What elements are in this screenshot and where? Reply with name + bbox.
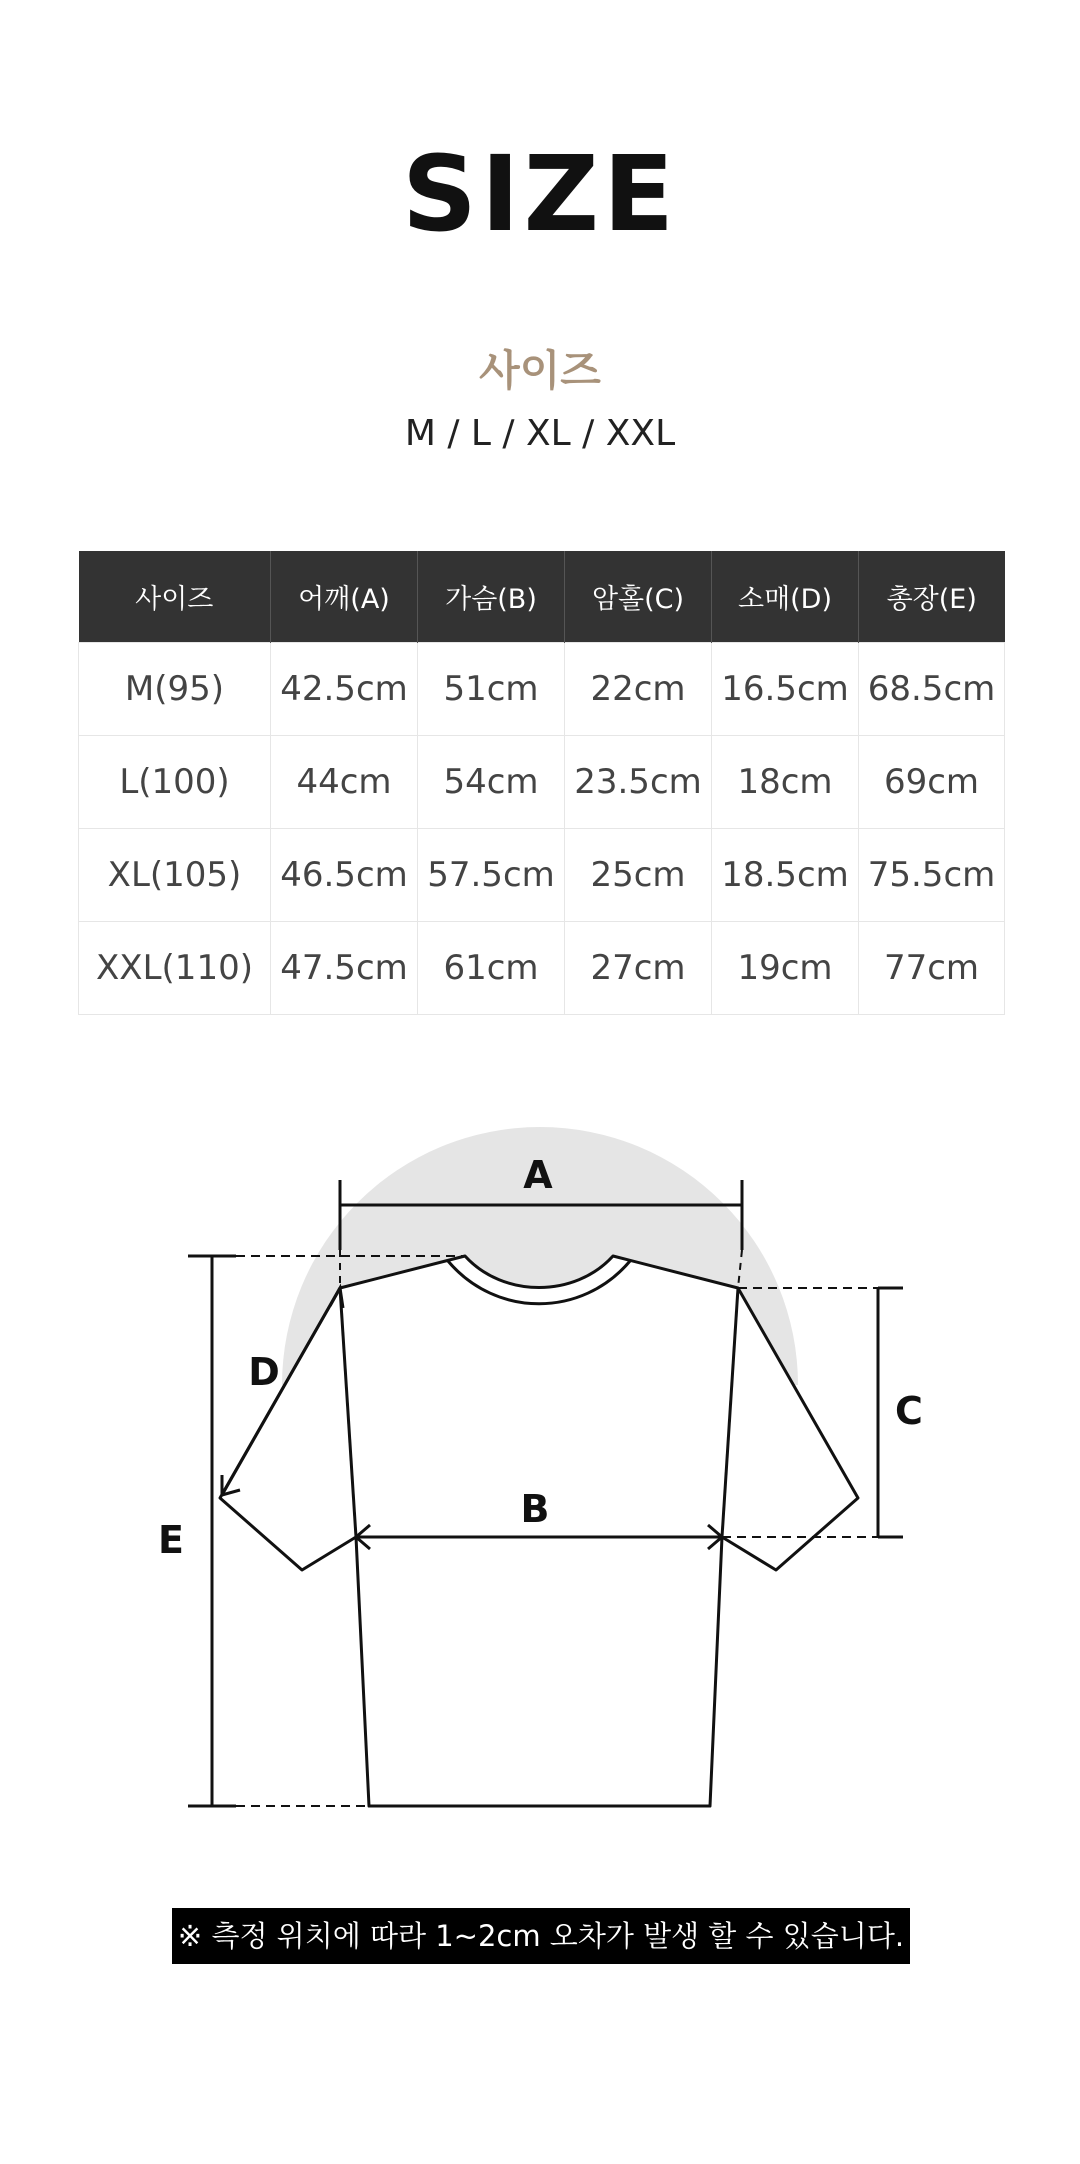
table-cell: 18cm — [712, 736, 859, 829]
page-title: SIZE — [401, 133, 679, 255]
table-row — [79, 736, 1005, 829]
table-cell: 57.5cm — [418, 829, 565, 922]
table-header-row — [79, 551, 1005, 643]
table-cell: 27cm — [565, 922, 712, 1015]
table-cell: 46.5cm — [271, 829, 418, 922]
table-cell: XL(105) — [79, 829, 271, 922]
column-header-armhole: 암홀(C) — [565, 551, 712, 643]
label-e: E — [158, 1518, 184, 1562]
table-cell: 44cm — [271, 736, 418, 829]
label-b: B — [520, 1487, 550, 1531]
tshirt-outline — [220, 1256, 858, 1806]
table-cell: 19cm — [712, 922, 859, 1015]
column-header-size: 사이즈 — [79, 551, 271, 643]
table-row — [79, 922, 1005, 1015]
table-cell: 25cm — [565, 829, 712, 922]
size-table — [78, 551, 1005, 1015]
table-cell: 22cm — [565, 643, 712, 736]
table-row — [79, 643, 1005, 736]
label-c: C — [895, 1389, 923, 1433]
table-cell: 68.5cm — [859, 643, 1005, 736]
label-d: D — [248, 1350, 280, 1394]
tshirt-measurement-diagram — [0, 1100, 1080, 1840]
label-a: A — [523, 1153, 553, 1197]
available-sizes: M / L / XL / XXL — [404, 413, 676, 454]
measurement-notice: ※ 측정 위치에 따라 1~2cm 오차가 발생 할 수 있습니다. — [172, 1908, 910, 1964]
column-header-chest: 가슴(B) — [418, 551, 565, 643]
table-cell: 16.5cm — [712, 643, 859, 736]
table-cell: 23.5cm — [565, 736, 712, 829]
table-cell: 69cm — [859, 736, 1005, 829]
column-header-length: 총장(E) — [859, 551, 1005, 643]
size-subtitle: 사이즈 — [479, 346, 601, 395]
table-cell: 51cm — [418, 643, 565, 736]
table-cell: 61cm — [418, 922, 565, 1015]
table-cell: 77cm — [859, 922, 1005, 1015]
table-cell: 18.5cm — [712, 829, 859, 922]
column-header-shoulder: 어깨(A) — [271, 551, 418, 643]
table-cell: M(95) — [79, 643, 271, 736]
table-cell: 42.5cm — [271, 643, 418, 736]
column-header-sleeve: 소매(D) — [712, 551, 859, 643]
table-row — [79, 829, 1005, 922]
table-cell: 47.5cm — [271, 922, 418, 1015]
table-cell: L(100) — [79, 736, 271, 829]
table-cell: XXL(110) — [79, 922, 271, 1015]
table-cell: 75.5cm — [859, 829, 1005, 922]
table-cell: 54cm — [418, 736, 565, 829]
